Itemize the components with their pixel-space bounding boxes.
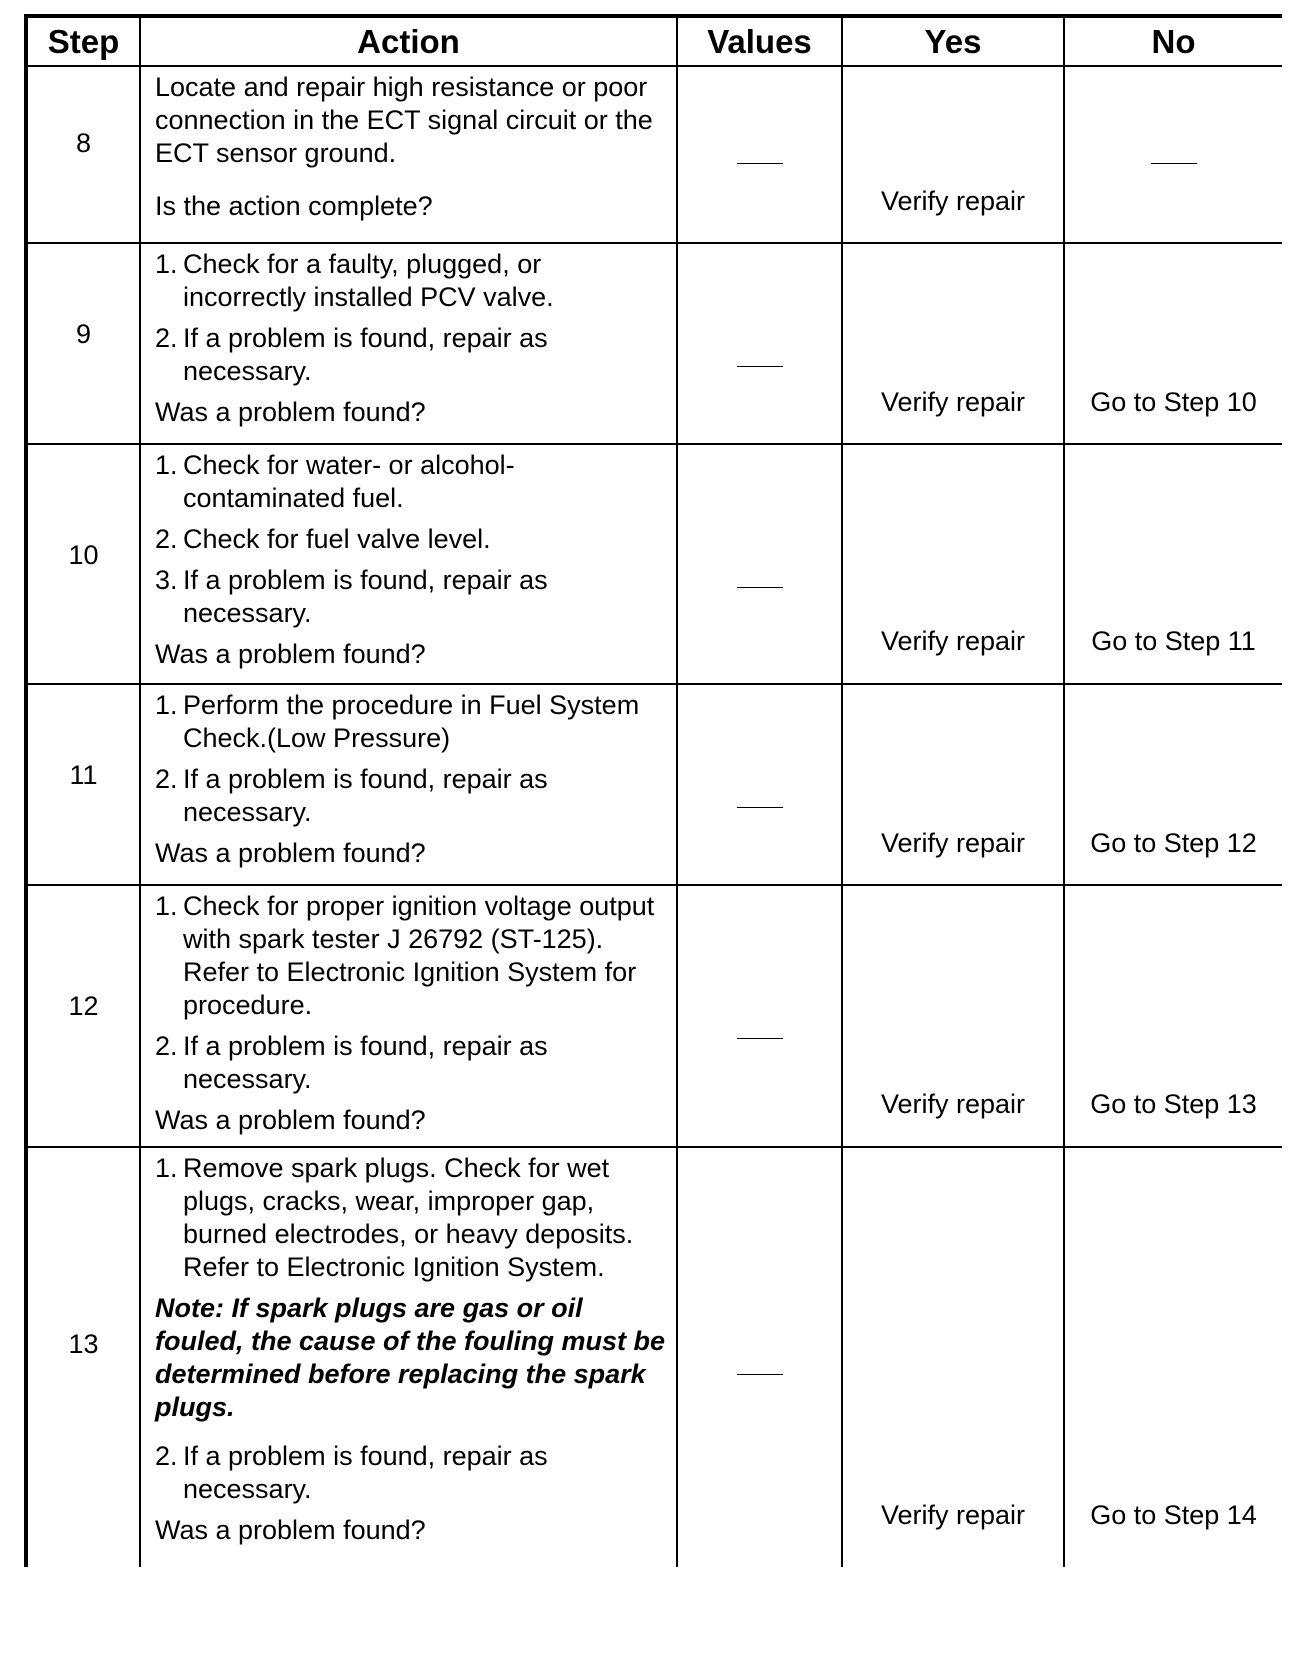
no-cell: Go to Step 12 [1090,828,1257,858]
note-text: Note: If spark plugs are gas or oil fouled, the cause of the fouling must be determined before replacing the spark plugs. [155,1293,666,1422]
yes-cell: Verify repair [880,828,1026,858]
step-number: 9 [75,319,92,349]
values-cell [678,563,841,596]
header-values: Values [677,16,842,66]
action-item: 2. If a problem is found, repair as necessary. [155,1031,548,1094]
question-text: Was a problem found? [155,397,426,427]
empty-dash [1151,163,1197,164]
empty-dash [737,1374,783,1375]
diagnostic-steps-table [24,14,1282,1567]
no-cell [1065,139,1282,172]
step-number: 11 [69,760,98,790]
values-cell [678,1014,841,1047]
question-text: Was a problem found? [155,639,426,669]
step-number: 13 [68,1329,99,1359]
yes-cell: Verify repair [880,1500,1026,1530]
yes-cell: Verify repair [880,387,1026,417]
values-cell [678,1350,841,1383]
header-action: Action [140,16,677,66]
action-item: 2. If a problem is found, repair as necessary. [155,764,548,827]
diagnostic-table [24,14,1282,1674]
yes-cell: Verify repair [880,626,1026,656]
no-cell: Go to Step 14 [1090,1500,1257,1530]
action-item: 2. If a problem is found, repair as necessary. [155,1441,548,1504]
step-number: 10 [68,540,99,570]
no-cell: Go to Step 10 [1090,387,1257,417]
no-cell: Go to Step 11 [1091,626,1256,656]
action-item: 2. If a problem is found, repair as necessary. [155,323,548,386]
empty-dash [737,366,783,367]
action-item: 3. If a problem is found, repair as necessary. [155,565,548,628]
action-item: 1. Perform the procedure in Fuel System Check.(Low Pressure) [155,690,640,753]
question-text: Was a problem found? [155,1515,426,1545]
header-step: Step [26,16,140,66]
table-row [26,1147,1282,1567]
empty-dash [737,587,783,588]
empty-dash [737,1038,783,1039]
header-yes: Yes [842,16,1064,66]
table-row [26,66,1282,243]
header-row [26,16,1282,66]
table-row [26,444,1282,684]
values-cell [678,342,841,375]
action-item: 2. Check for fuel valve level. [155,524,491,554]
table-row [26,684,1282,885]
question-text: Was a problem found? [155,838,426,868]
action-item: 1. Remove spark plugs. Check for wet plugs, cracks, wear, improper gap, burned electrodes, or heavy deposits. Refer to Electronic Ignition System. [155,1153,634,1282]
table-row [26,243,1282,444]
yes-cell: Verify repair [880,1089,1026,1119]
header-no: No [1064,16,1282,66]
action-text: Locate and repair high resistance or poor connection in the ECT signal circuit or the ECT sensor ground. [155,72,653,168]
action-item: 1. Check for proper ignition voltage output with spark tester J 26792 (ST-125). Refer to Electronic Ignition System for procedure. [155,891,655,1020]
values-cell [678,139,841,172]
yes-cell: Verify repair [880,186,1026,216]
empty-dash [737,163,783,164]
table-row [26,885,1282,1147]
action-item: 1. Check for water- or alcohol-contaminated fuel. [155,450,515,513]
action-item: 1. Check for a faulty, plugged, or incorrectly installed PCV valve. [155,249,554,312]
values-cell [678,783,841,816]
empty-dash [737,807,783,808]
question-text: Is the action complete? [155,191,433,221]
step-number: 12 [68,991,99,1021]
step-number: 8 [75,128,92,158]
question-text: Was a problem found? [155,1105,426,1135]
no-cell: Go to Step 13 [1090,1089,1257,1119]
